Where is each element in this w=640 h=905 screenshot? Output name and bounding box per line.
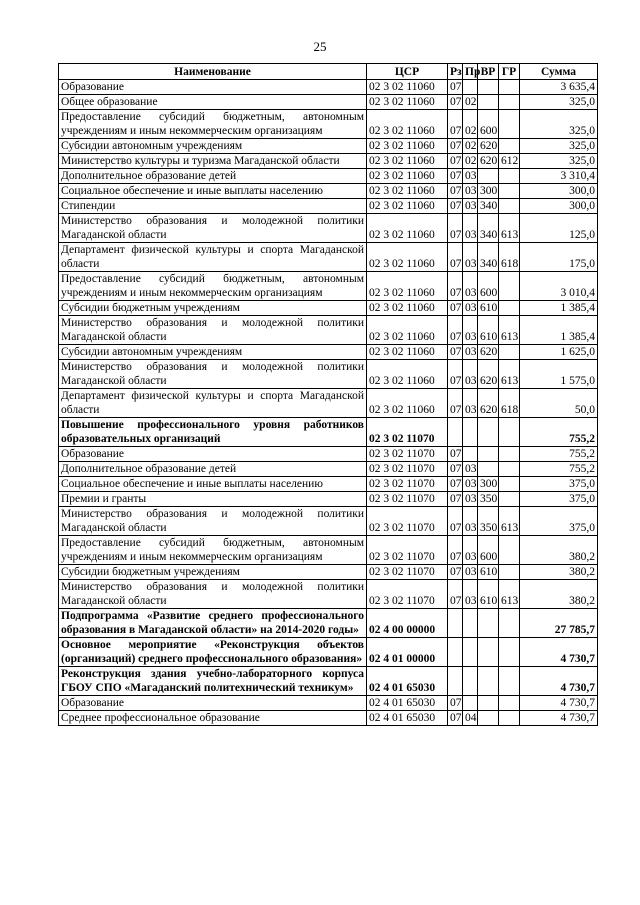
cell-name: Министерство образования и молодежной политики Магаданской области	[59, 507, 367, 536]
cell-name: Субсидии автономным учреждениям	[59, 345, 367, 360]
cell-rz: 07	[448, 507, 463, 536]
cell-gr: 613	[499, 214, 520, 243]
cell-pr: 03	[463, 316, 478, 345]
cell-pr: 03	[463, 301, 478, 316]
cell-vr	[478, 462, 499, 477]
cell-vr: 600	[478, 110, 499, 139]
cell-sum: 4 730,7	[520, 638, 598, 667]
table-row	[59, 154, 598, 169]
cell-csr: 02 3 02 11060	[367, 301, 448, 316]
table-row	[59, 301, 598, 316]
cell-gr: 613	[499, 316, 520, 345]
cell-vr	[478, 638, 499, 667]
cell-pr: 03	[463, 345, 478, 360]
cell-rz: 07	[448, 184, 463, 199]
cell-pr: 03	[463, 580, 478, 609]
table-row	[59, 580, 598, 609]
cell-name: Предоставление субсидий бюджетным, автономным учреждениям и иным некоммерческим организациям	[59, 272, 367, 301]
cell-vr	[478, 169, 499, 184]
table-row	[59, 243, 598, 272]
cell-sum: 3 310,4	[520, 169, 598, 184]
table-row	[59, 95, 598, 110]
cell-gr	[499, 711, 520, 726]
cell-pr: 02	[463, 95, 478, 110]
cell-csr: 02 3 02 11060	[367, 139, 448, 154]
cell-pr: 03	[463, 462, 478, 477]
table-row	[59, 345, 598, 360]
cell-sum: 325,0	[520, 110, 598, 139]
cell-gr	[499, 80, 520, 95]
table-row	[59, 360, 598, 389]
cell-name: Субсидии бюджетным учреждениям	[59, 565, 367, 580]
cell-pr: 03	[463, 492, 478, 507]
cell-csr: 02 3 02 11060	[367, 169, 448, 184]
cell-rz	[448, 418, 463, 447]
cell-name: Среднее профессиональное образование	[59, 711, 367, 726]
cell-csr: 02 3 02 11060	[367, 184, 448, 199]
cell-gr	[499, 447, 520, 462]
cell-pr	[463, 447, 478, 462]
table-row	[59, 462, 598, 477]
cell-vr: 620	[478, 139, 499, 154]
cell-rz: 07	[448, 492, 463, 507]
header-sum: Сумма	[520, 64, 598, 80]
cell-rz: 07	[448, 316, 463, 345]
cell-rz: 07	[448, 477, 463, 492]
cell-csr: 02 3 02 11070	[367, 477, 448, 492]
cell-vr: 620	[478, 345, 499, 360]
cell-vr: 340	[478, 243, 499, 272]
cell-gr	[499, 139, 520, 154]
cell-sum: 3 635,4	[520, 80, 598, 95]
cell-rz: 07	[448, 95, 463, 110]
cell-vr: 340	[478, 199, 499, 214]
cell-name: Министерство образования и молодежной политики Магаданской области	[59, 360, 367, 389]
cell-sum: 755,2	[520, 418, 598, 447]
cell-name: Департамент физической культуры и спорта Магаданской области	[59, 389, 367, 418]
header-pr: Пр	[463, 64, 478, 80]
cell-csr: 02 3 02 11070	[367, 536, 448, 565]
cell-gr	[499, 110, 520, 139]
cell-name: Министерство образования и молодежной политики Магаданской области	[59, 316, 367, 345]
cell-name: Департамент физической культуры и спорта Магаданской области	[59, 243, 367, 272]
cell-csr: 02 3 02 11070	[367, 565, 448, 580]
cell-vr	[478, 418, 499, 447]
cell-pr: 02	[463, 154, 478, 169]
cell-name: Подпрограмма «Развитие среднего профессионального образования в Магаданской области» на 2014-2020 годы»	[59, 609, 367, 638]
cell-name: Субсидии бюджетным учреждениям	[59, 301, 367, 316]
cell-gr	[499, 169, 520, 184]
cell-csr: 02 4 01 65030	[367, 696, 448, 711]
table-row	[59, 609, 598, 638]
cell-gr	[499, 95, 520, 110]
cell-pr: 03	[463, 565, 478, 580]
cell-csr: 02 3 02 11060	[367, 154, 448, 169]
cell-vr	[478, 447, 499, 462]
cell-sum: 125,0	[520, 214, 598, 243]
cell-name: Министерство культуры и туризма Магаданской области	[59, 154, 367, 169]
cell-sum: 1 385,4	[520, 316, 598, 345]
cell-gr	[499, 345, 520, 360]
cell-name: Реконструкция здания учебно-лабораторного корпуса ГБОУ СПО «Магаданский политехнический техникум»	[59, 667, 367, 696]
cell-gr: 618	[499, 243, 520, 272]
cell-csr: 02 4 00 00000	[367, 609, 448, 638]
cell-rz: 07	[448, 301, 463, 316]
cell-csr: 02 3 02 11060	[367, 316, 448, 345]
cell-pr: 03	[463, 389, 478, 418]
cell-gr	[499, 199, 520, 214]
cell-sum: 300,0	[520, 184, 598, 199]
cell-csr: 02 3 02 11060	[367, 272, 448, 301]
cell-sum: 4 730,7	[520, 667, 598, 696]
cell-vr: 620	[478, 360, 499, 389]
cell-rz	[448, 609, 463, 638]
cell-vr	[478, 80, 499, 95]
cell-gr	[499, 462, 520, 477]
cell-sum: 4 730,7	[520, 711, 598, 726]
cell-csr: 02 3 02 11060	[367, 345, 448, 360]
cell-vr	[478, 696, 499, 711]
cell-gr: 613	[499, 360, 520, 389]
cell-rz: 07	[448, 389, 463, 418]
cell-rz: 07	[448, 447, 463, 462]
cell-gr	[499, 492, 520, 507]
cell-name: Дополнительное образование детей	[59, 462, 367, 477]
cell-name: Социальное обеспечение и иные выплаты населению	[59, 184, 367, 199]
cell-sum: 175,0	[520, 243, 598, 272]
cell-gr	[499, 536, 520, 565]
cell-gr	[499, 667, 520, 696]
cell-gr	[499, 418, 520, 447]
cell-pr: 03	[463, 199, 478, 214]
cell-name: Предоставление субсидий бюджетным, автономным учреждениям и иным некоммерческим организациям	[59, 110, 367, 139]
cell-name: Основное мероприятие «Реконструкция объектов (организаций) среднего профессионального образования»	[59, 638, 367, 667]
cell-sum: 4 730,7	[520, 696, 598, 711]
cell-gr	[499, 301, 520, 316]
cell-pr: 03	[463, 214, 478, 243]
cell-sum: 380,2	[520, 536, 598, 565]
cell-gr: 613	[499, 580, 520, 609]
cell-sum: 375,0	[520, 477, 598, 492]
table-row	[59, 316, 598, 345]
table-row	[59, 638, 598, 667]
cell-csr: 02 4 01 00000	[367, 638, 448, 667]
cell-sum: 375,0	[520, 507, 598, 536]
cell-gr	[499, 477, 520, 492]
cell-pr: 03	[463, 507, 478, 536]
cell-csr: 02 3 02 11070	[367, 507, 448, 536]
cell-gr	[499, 696, 520, 711]
cell-vr: 620	[478, 154, 499, 169]
cell-sum: 27 785,7	[520, 609, 598, 638]
cell-pr: 03	[463, 243, 478, 272]
cell-gr: 613	[499, 507, 520, 536]
cell-vr: 610	[478, 316, 499, 345]
cell-csr: 02 3 02 11060	[367, 389, 448, 418]
cell-rz: 07	[448, 565, 463, 580]
table-row	[59, 447, 598, 462]
cell-rz: 07	[448, 580, 463, 609]
cell-pr: 02	[463, 110, 478, 139]
cell-rz: 07	[448, 272, 463, 301]
cell-sum: 1 575,0	[520, 360, 598, 389]
cell-rz: 07	[448, 139, 463, 154]
cell-gr: 612	[499, 154, 520, 169]
cell-pr: 03	[463, 360, 478, 389]
cell-csr: 02 4 01 65030	[367, 667, 448, 696]
cell-sum: 755,2	[520, 462, 598, 477]
cell-pr: 02	[463, 139, 478, 154]
cell-pr: 03	[463, 477, 478, 492]
header-gr: ГР	[499, 64, 520, 80]
cell-sum: 325,0	[520, 139, 598, 154]
cell-pr: 03	[463, 169, 478, 184]
table-row	[59, 536, 598, 565]
cell-gr: 618	[499, 389, 520, 418]
cell-pr	[463, 418, 478, 447]
cell-sum: 3 010,4	[520, 272, 598, 301]
cell-rz: 07	[448, 154, 463, 169]
cell-rz: 07	[448, 243, 463, 272]
cell-pr	[463, 80, 478, 95]
cell-csr: 02 3 02 11060	[367, 214, 448, 243]
cell-vr: 620	[478, 389, 499, 418]
cell-rz: 07	[448, 696, 463, 711]
cell-sum: 325,0	[520, 154, 598, 169]
cell-csr: 02 3 02 11060	[367, 360, 448, 389]
cell-gr	[499, 609, 520, 638]
cell-vr: 300	[478, 477, 499, 492]
table-row	[59, 711, 598, 726]
table-row	[59, 272, 598, 301]
cell-name: Образование	[59, 447, 367, 462]
cell-gr	[499, 184, 520, 199]
header-rz: Рз	[448, 64, 463, 80]
table-row	[59, 214, 598, 243]
cell-sum: 375,0	[520, 492, 598, 507]
cell-name: Министерство образования и молодежной политики Магаданской области	[59, 580, 367, 609]
table-row	[59, 389, 598, 418]
cell-gr	[499, 565, 520, 580]
cell-sum: 380,2	[520, 565, 598, 580]
cell-vr: 610	[478, 580, 499, 609]
cell-vr: 340	[478, 214, 499, 243]
header-name: Наименование	[59, 64, 367, 80]
cell-rz: 07	[448, 360, 463, 389]
cell-vr	[478, 667, 499, 696]
cell-name: Стипендии	[59, 199, 367, 214]
cell-pr: 03	[463, 272, 478, 301]
table-row	[59, 80, 598, 95]
cell-rz: 07	[448, 462, 463, 477]
table-row	[59, 199, 598, 214]
cell-csr: 02 3 02 11060	[367, 80, 448, 95]
cell-csr: 02 3 02 11070	[367, 447, 448, 462]
cell-csr: 02 3 02 11060	[367, 110, 448, 139]
table-row	[59, 418, 598, 447]
cell-sum: 1 385,4	[520, 301, 598, 316]
table-row	[59, 110, 598, 139]
cell-pr: 03	[463, 536, 478, 565]
cell-name: Повышение профессионального уровня работников образовательных организаций	[59, 418, 367, 447]
cell-csr: 02 3 02 11060	[367, 243, 448, 272]
table-header-row	[59, 64, 598, 80]
cell-rz: 07	[448, 110, 463, 139]
cell-sum: 325,0	[520, 95, 598, 110]
cell-csr: 02 3 02 11070	[367, 492, 448, 507]
cell-name: Министерство образования и молодежной политики Магаданской области	[59, 214, 367, 243]
cell-name: Общее образование	[59, 95, 367, 110]
cell-name: Социальное обеспечение и иные выплаты населению	[59, 477, 367, 492]
table-row	[59, 184, 598, 199]
cell-name: Образование	[59, 80, 367, 95]
cell-vr: 600	[478, 536, 499, 565]
cell-pr	[463, 609, 478, 638]
cell-sum: 1 625,0	[520, 345, 598, 360]
cell-rz: 07	[448, 214, 463, 243]
table-row	[59, 477, 598, 492]
cell-name: Субсидии автономным учреждениям	[59, 139, 367, 154]
table-row	[59, 507, 598, 536]
budget-table	[58, 63, 598, 726]
table-row	[59, 169, 598, 184]
cell-sum: 50,0	[520, 389, 598, 418]
cell-vr: 610	[478, 301, 499, 316]
cell-vr	[478, 95, 499, 110]
cell-pr	[463, 696, 478, 711]
cell-rz: 07	[448, 169, 463, 184]
cell-pr	[463, 667, 478, 696]
cell-pr: 03	[463, 184, 478, 199]
cell-vr: 610	[478, 565, 499, 580]
cell-rz	[448, 638, 463, 667]
cell-rz: 07	[448, 80, 463, 95]
cell-vr	[478, 609, 499, 638]
cell-gr	[499, 638, 520, 667]
cell-csr: 02 3 02 11060	[367, 95, 448, 110]
cell-sum: 380,2	[520, 580, 598, 609]
cell-vr: 600	[478, 272, 499, 301]
cell-rz: 07	[448, 199, 463, 214]
cell-pr	[463, 638, 478, 667]
cell-vr: 350	[478, 492, 499, 507]
cell-rz	[448, 667, 463, 696]
cell-rz: 07	[448, 536, 463, 565]
cell-csr: 02 4 01 65030	[367, 711, 448, 726]
table-row	[59, 565, 598, 580]
table-row	[59, 139, 598, 154]
table-row	[59, 696, 598, 711]
cell-name: Дополнительное образование детей	[59, 169, 367, 184]
page-number: 25	[313, 39, 327, 54]
cell-csr: 02 3 02 11070	[367, 462, 448, 477]
cell-vr: 350	[478, 507, 499, 536]
cell-pr: 04	[463, 711, 478, 726]
cell-csr: 02 3 02 11070	[367, 418, 448, 447]
cell-sum: 300,0	[520, 199, 598, 214]
cell-rz: 07	[448, 711, 463, 726]
cell-rz: 07	[448, 345, 463, 360]
header-csr: ЦСР	[367, 64, 448, 80]
cell-name: Образование	[59, 696, 367, 711]
table-row	[59, 667, 598, 696]
cell-vr	[478, 711, 499, 726]
cell-sum: 755,2	[520, 447, 598, 462]
cell-name: Предоставление субсидий бюджетным, автономным учреждениям и иным некоммерческим организациям	[59, 536, 367, 565]
header-vr: ВР	[478, 64, 499, 80]
cell-gr	[499, 272, 520, 301]
cell-name: Премии и гранты	[59, 492, 367, 507]
cell-vr: 300	[478, 184, 499, 199]
table-row	[59, 492, 598, 507]
cell-csr: 02 3 02 11060	[367, 199, 448, 214]
cell-csr: 02 3 02 11070	[367, 580, 448, 609]
